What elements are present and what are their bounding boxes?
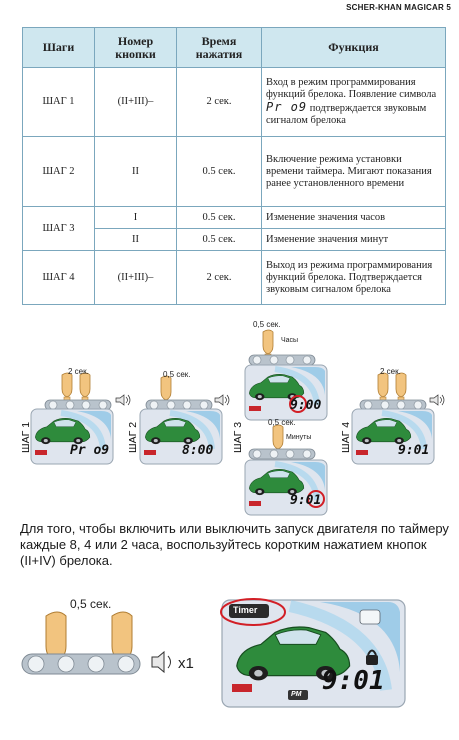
function-cell: Изменение значения часов [262, 207, 446, 229]
header-time: Время нажатия [177, 28, 262, 68]
time-cell: 2 сек. [177, 251, 262, 305]
function-cell: Выход из режима программирования функций брелока. Подтверждается звуковым сигналом брелока [262, 251, 446, 305]
step-2-press-time: 0,5 сек. [163, 370, 191, 379]
step-3-display-hours: 9:00 [290, 398, 322, 413]
timer-instruction-paragraph: Для того, чтобы включить или выключить запуск двигателя по таймеру каждые 8, 4 или 2 часа, воспользуйтесь коротким нажатием кнопок (II+IV) брелока. [20, 521, 449, 568]
step-3-caption-hours: Часы [281, 337, 299, 344]
button-cell: (II+III)– [95, 68, 177, 137]
button-cell: II [95, 137, 177, 207]
beep-count: x1 [178, 655, 194, 672]
step-4-display: 9:01 [398, 443, 430, 458]
bottom-fob-illustration [22, 612, 171, 674]
header-steps: Шаги [23, 28, 95, 68]
step-3-display-minutes: 9:01 [290, 493, 322, 508]
time-cell: 0.5 сек. [177, 137, 262, 207]
time-cell: 0.5 сек. [177, 207, 262, 229]
timer-badge: Timer [233, 605, 258, 615]
step-cell: ШАГ 3 [23, 207, 95, 251]
step-1-press-time: 2 сек. [68, 367, 89, 376]
header-function: Функция [262, 28, 446, 68]
step-3-press-time-minutes: 0,5 сек. [268, 418, 296, 427]
button-cell: II [95, 229, 177, 251]
step-2-display: 8:00 [182, 443, 214, 458]
button-cell: (II+III)– [95, 251, 177, 305]
step-cell: ШАГ 1 [23, 68, 95, 137]
step-1-label: ШАГ 1 [20, 421, 32, 453]
header-button: Номер кнопки [95, 28, 177, 68]
step-3-press-time-hours: 0,5 сек. [253, 320, 281, 329]
time-cell: 2 сек. [177, 68, 262, 137]
step-3-caption-minutes: Минуты [286, 434, 312, 441]
step-1-display: Pr o9 [70, 443, 110, 458]
step-3-label: ШАГ 3 [232, 421, 244, 453]
bottom-press-time: 0,5 сек. [70, 597, 112, 611]
function-cell: Изменение значения минут [262, 229, 446, 251]
big-display-time: 9:01 [322, 666, 385, 696]
step-2-label: ШАГ 2 [127, 421, 139, 453]
pm-indicator: PM [291, 691, 302, 698]
prog-symbol: Pr o9 [266, 100, 308, 114]
button-cell: I [95, 207, 177, 229]
step-cell: ШАГ 4 [23, 251, 95, 305]
step-4-press-time: 2 сек. [380, 367, 401, 376]
function-cell: Вход в режим программирования функций брелока. Появление символа Pr o9 подтверждается звуковым сигналом брелока [262, 68, 446, 137]
step-4-label: ШАГ 4 [340, 421, 352, 453]
brand-header: SCHER-KHAN MAGICAR 5 [346, 3, 451, 12]
function-cell: Включение режима установки времени таймера. Мигают показания ранее установленного времени [262, 137, 446, 207]
step-cell: ШАГ 2 [23, 137, 95, 207]
time-cell: 0.5 сек. [177, 229, 262, 251]
